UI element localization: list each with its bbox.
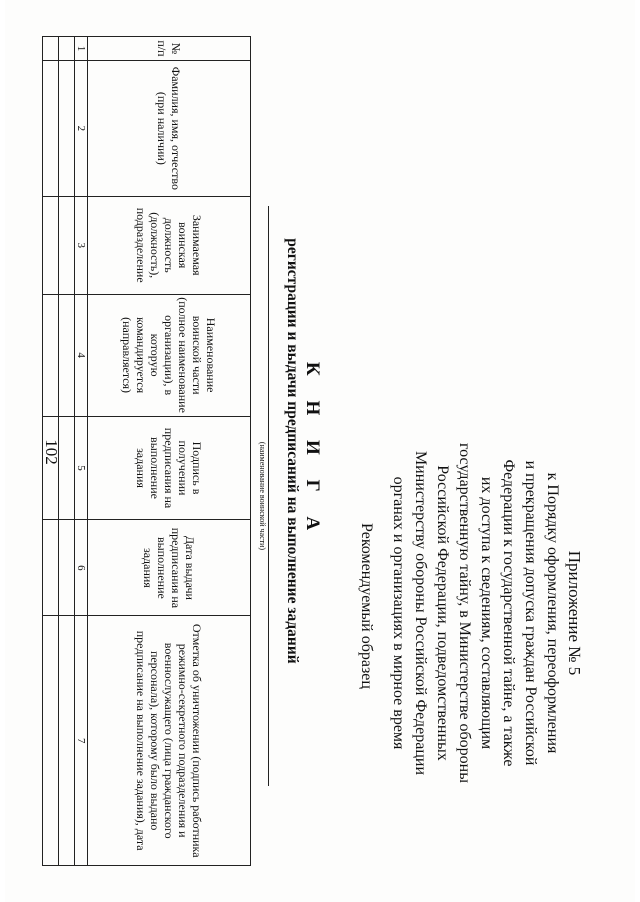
table-header-row: [88, 37, 251, 866]
table-cell: [43, 294, 59, 416]
appendix-line: органах и организациях в мирное время: [390, 476, 407, 750]
table-cell: [59, 416, 75, 520]
table-cell: [59, 294, 75, 416]
appendix-line: и прекращения допуска граждан Российской: [522, 460, 539, 766]
column-number: 7: [75, 616, 88, 866]
table-cell: [43, 416, 59, 520]
recommended-sample-label: Рекомендуемый образец: [358, 523, 375, 689]
appendix-block: [387, 398, 585, 828]
book-title: К Н И Г А: [302, 361, 323, 541]
header-unit-name: Наименование воинской части (полное наименование организации), в которую командируется (направляется): [88, 294, 251, 416]
table-cell: [59, 616, 75, 866]
column-number: 5: [75, 416, 88, 520]
rotated-form-sheet: [65, 36, 585, 866]
registry-table: [42, 36, 251, 866]
appendix-line: их доступа к сведениям, составляющим: [478, 476, 495, 750]
page-number: 102: [42, 439, 61, 465]
table-cell: [43, 37, 59, 61]
table-cell: [59, 60, 75, 196]
header-position: Занимаемая воинская должность (должность), подразделение: [88, 196, 251, 294]
table-cell: [59, 520, 75, 616]
appendix-line: Российской Федерации, подведомственных: [434, 465, 451, 761]
header-issue-date: Дата выдачи предписания на выполнение задания: [88, 520, 251, 616]
table-row: [43, 37, 59, 866]
column-number: 2: [75, 60, 88, 196]
appendix-title: Приложение № 5: [565, 550, 584, 676]
column-number: 6: [75, 520, 88, 616]
table-cell: [59, 37, 75, 61]
book-subtitle: регистрации и выдачи предписаний на выполнение заданий: [284, 238, 301, 664]
appendix-line: Министерству обороны Российской Федерации: [412, 450, 429, 776]
column-number: 1: [75, 37, 88, 61]
appendix-line: Федерации к государственной тайне, а также: [500, 459, 517, 767]
unit-name-caption: (наименование воинской части): [258, 441, 267, 551]
table-cell: [59, 196, 75, 294]
unit-name-line: [268, 206, 269, 786]
table-cell: [43, 520, 59, 616]
column-number-row: [75, 37, 88, 866]
header-full-name: Фамилия, имя, отчество (при наличии): [88, 60, 251, 196]
header-receipt-signature: Подпись в получении предписания на выполнение задания: [88, 416, 251, 520]
table-row: [59, 37, 75, 866]
column-number: 3: [75, 196, 88, 294]
header-destruction-mark: Отметка об уничтожении (подпись работника режимно-секретного подразделения и военнослужащего (лица гражданского персонала), которому было выдано предписание на выполнение задания), дата: [88, 616, 251, 866]
column-number: 4: [75, 294, 88, 416]
appendix-line: к Порядку оформления, переоформления: [544, 472, 561, 754]
table-cell: [43, 616, 59, 866]
table-cell: [43, 196, 59, 294]
header-number: № п/п: [88, 37, 251, 61]
document-page: [5, 0, 635, 902]
appendix-line: государственную тайну, в Министерстве обороны: [456, 442, 473, 783]
table-cell: [43, 60, 59, 196]
